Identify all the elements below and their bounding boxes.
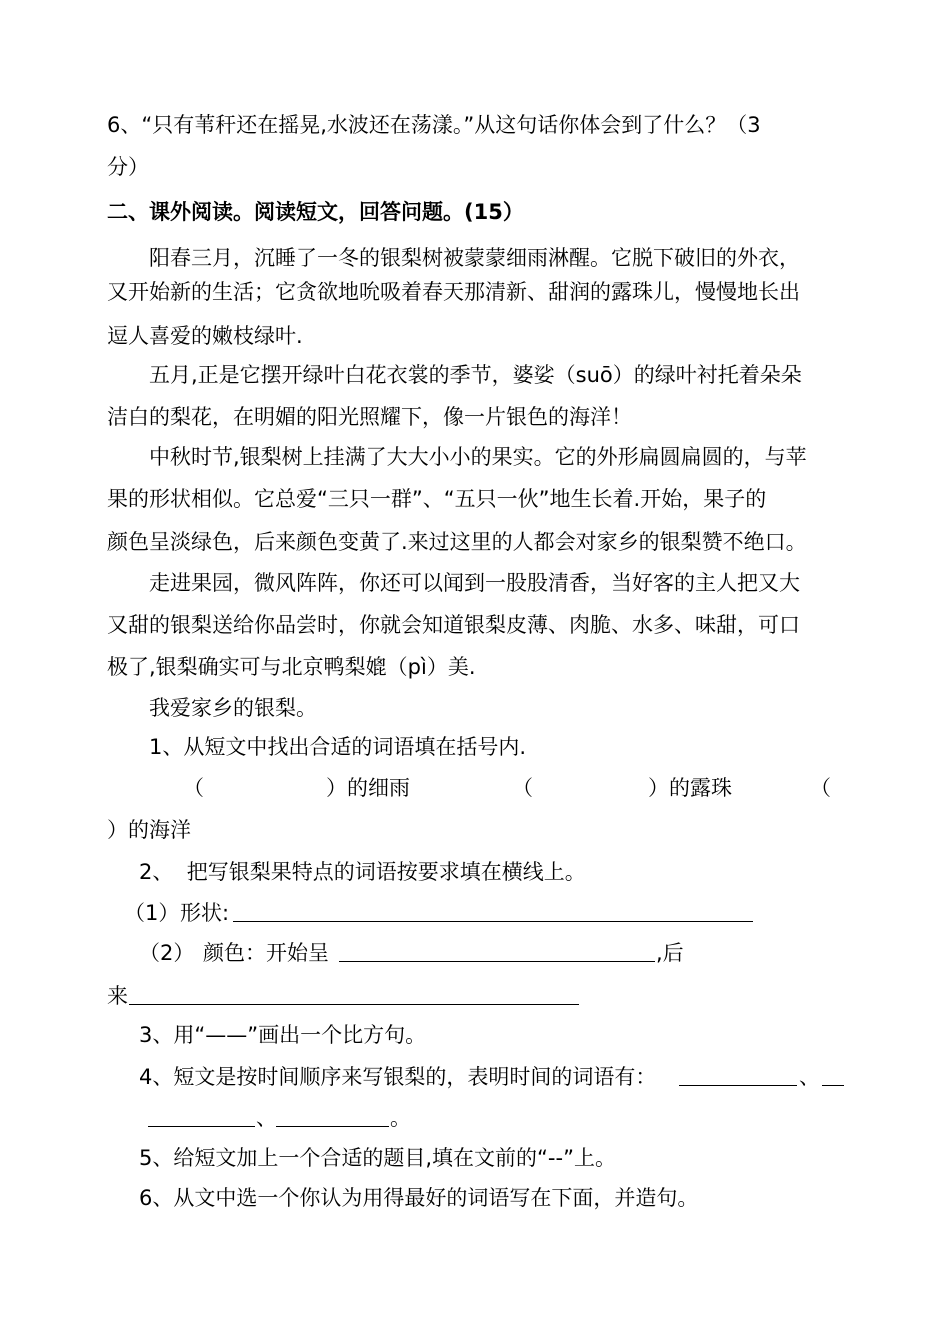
passage-p4-line3: 极了,银梨确实可与北京鸭梨媲（pì）美. bbox=[107, 655, 476, 679]
q4-separator-2: 、 bbox=[256, 1106, 277, 1130]
q1-blank-3-close: ）的海洋 bbox=[107, 818, 191, 842]
q2-shape-answer-line[interactable] bbox=[233, 899, 753, 922]
passage-p4-line2: 又甜的银梨送给你品尝时，你就会知道银梨皮薄、肉脆、水多、味甜，可口 bbox=[107, 613, 800, 637]
passage-p1-line1: 阳春三月，沉睡了一冬的银梨树被蒙蒙细雨淋醒。它脱下破旧的外衣， bbox=[149, 246, 800, 270]
q4-answer-line-3[interactable] bbox=[276, 1104, 389, 1127]
q1-blank-2-open: （ bbox=[512, 776, 533, 800]
passage-p1-line3: 逗人喜爱的嫩枝绿叶. bbox=[107, 324, 303, 348]
q2-part-2-label: 颜色：开始呈 bbox=[203, 941, 329, 965]
q2-part-1-label: 形状: bbox=[180, 901, 230, 925]
passage-p3-line3: 颜色呈淡绿色，后来颜色变黄了.来过这里的人都会对家乡的银梨赞不绝口。 bbox=[107, 530, 807, 554]
q1-blank-2-close: ）的露珠 bbox=[648, 776, 732, 800]
q4-end-mark: 。 bbox=[390, 1106, 411, 1130]
question-5: 5、给短文加上一个合适的题目,填在文前的“--”上。 bbox=[139, 1146, 616, 1170]
q4-answer-line-1[interactable] bbox=[679, 1063, 797, 1086]
section-2-heading: 二、课外阅读。阅读短文，回答问题。(15） bbox=[107, 200, 524, 224]
passage-p3-line1: 中秋时节,银梨树上挂满了大大小小的果实。它的外形扁圆扁圆的，与苹 bbox=[149, 445, 807, 469]
prev-question-6-line2: 分） bbox=[107, 155, 149, 179]
q2-color-start-answer-line[interactable] bbox=[339, 939, 655, 962]
q4-separator-1: 、 bbox=[799, 1065, 820, 1089]
passage-p1-line2: 又开始新的生活；它贪欲地吮吸着春天那清新、甜润的露珠儿，慢慢地长出 bbox=[107, 280, 800, 304]
q2-part-2-continue: 来 bbox=[107, 984, 128, 1008]
passage-p4-line1: 走进果园，微风阵阵，你还可以闻到一股股清香，当好客的主人把又大 bbox=[149, 571, 800, 595]
question-6: 6、从文中选一个你认为用得最好的词语写在下面，并造句。 bbox=[139, 1186, 699, 1210]
passage-p2-line1: 五月,正是它摆开绿叶白花衣裳的季节，婆娑（suō）的绿叶衬托着朵朵 bbox=[149, 363, 802, 387]
passage-p2-line2: 洁白的梨花，在明媚的阳光照耀下，像一片银色的海洋！ bbox=[107, 405, 632, 429]
q2-color-later-answer-line[interactable] bbox=[129, 982, 579, 1005]
prev-question-6-line1: 6、“只有苇秆还在摇晃,水波还在荡漾。”从这句话你体会到了什么？（3 bbox=[107, 113, 761, 137]
passage-p3-line2: 果的形状相似。它总爱“三只一群”、“五只一伙”地生长着.开始，果子的 bbox=[107, 487, 767, 511]
question-4: 4、短文是按时间顺序来写银梨的，表明时间的词语有： bbox=[139, 1065, 657, 1089]
question-3: 3、用“——”画出一个比方句。 bbox=[139, 1023, 427, 1047]
q1-blank-1-close: ）的细雨 bbox=[326, 776, 410, 800]
q2-part-2-mid: ,后 bbox=[656, 941, 684, 965]
question-2: 2、 把写银梨果特点的词语按要求填在横线上。 bbox=[139, 860, 586, 884]
q4-answer-line-2a[interactable] bbox=[822, 1063, 844, 1086]
passage-p5: 我爱家乡的银梨。 bbox=[149, 696, 317, 720]
q2-part-1-number: （1） bbox=[124, 901, 180, 925]
q1-blank-3-open: （ bbox=[810, 776, 831, 800]
question-1: 1、从短文中找出合适的词语填在括号内. bbox=[149, 735, 527, 759]
q1-blank-1-open: （ bbox=[183, 776, 204, 800]
q2-part-2-number: （2） bbox=[139, 941, 195, 965]
q4-answer-line-2b[interactable] bbox=[148, 1104, 255, 1127]
